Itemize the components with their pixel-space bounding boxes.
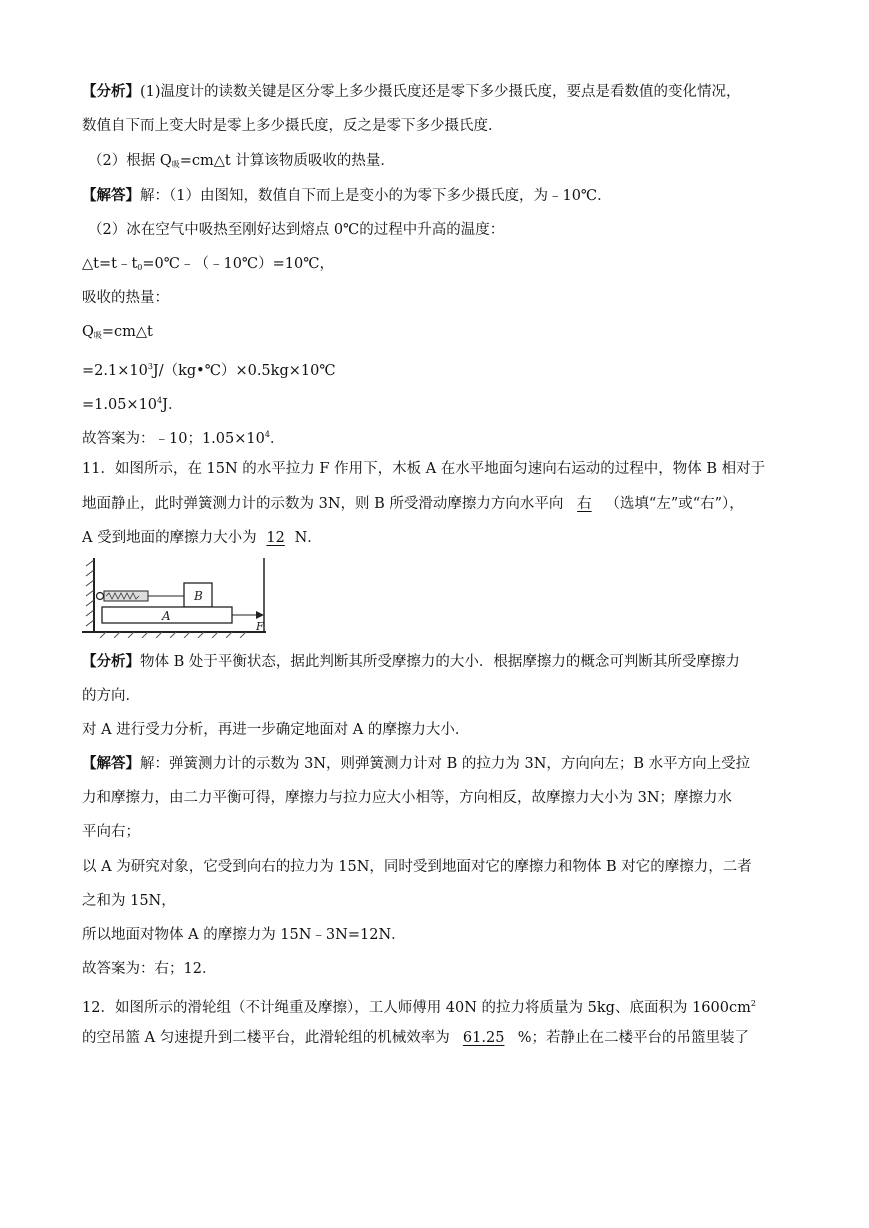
q11-solution-line-4: 以 A 为研究对象，它受到向右的拉力为 15N，同时受到地面对它的摩擦力和物体 B 对它的摩擦力，二者 (82, 859, 752, 875)
hook (97, 593, 104, 600)
q11-line-3: A 受到地面的摩擦力大小为 12 N． (82, 530, 322, 546)
spring-scale-diagram (80, 556, 268, 638)
analysis-line-3: （2）根据 $Q_吸=cm\triangle t$ 计算该物质吸收的热量． (88, 153, 395, 169)
q11-analysis-line-3: 对 A 进行受力分析，再进一步确定地面对 A 的摩擦力大小． (82, 722, 470, 738)
q11-line-1: 11．如图所示，在 15N 的水平拉力 F 作用下，木板 A 在水平地面匀速向右运动的过程中，物体 B 相对于 (82, 461, 766, 477)
q12-line-1: 12．如图所示的滑轮组（不计绳重及摩擦），工人师傅用 40N 的拉力将质量为 5kg、底面积为 $1600cm^2$ (82, 999, 756, 1016)
answer-blank-friction: 12 (266, 530, 285, 546)
solution-line-7: $=1.05\times 10^4J$． (82, 396, 183, 413)
analysis-line-2: 数值自下而上变大时是零上多少摄氏度，反之是零下多少摄氏度． (82, 118, 503, 134)
answer-blank-efficiency: 61.25 (462, 1030, 505, 1046)
q11-solution-line-2: 力和摩擦力，由二力平衡可得，摩擦力与拉力应大小相等，方向相反，故摩擦力大小为 3N；摩擦力水 (82, 790, 733, 806)
q11-solution-line-5: 之和为 15N， (82, 893, 176, 909)
q12-line-2: 的空吊篮 A 匀速提升到二楼平台，此滑轮组的机械效率为 61.25 %；若静止在二楼平台的吊篮里装了 (82, 1030, 749, 1046)
analysis-line-1: 【分析】(1)温度计的读数关键是区分零上多少摄氏度还是零下多少摄氏度，要点是看数值的变化情况， (82, 83, 741, 100)
answer-line: 故答案为：﹣10；$1.05\times 10^4$． (82, 430, 285, 447)
q11-analysis-line-1: 【分析】物体 B 处于平衡状态，据此判断其所受摩擦力的大小．根据摩擦力的概念可判断其所受摩擦力 (82, 653, 740, 670)
force-label: F (256, 620, 264, 633)
answer-blank-direction: 右 (577, 496, 592, 512)
q11-solution-line-1: 【解答】解：弹簧测力计的示数为 3N，则弹簧测力计对 B 的拉力为 3N，方向向左；B 水平方向上受拉 (82, 755, 751, 772)
solution-label: 【解答】 (82, 187, 140, 204)
analysis-label: 【分析】 (82, 83, 140, 100)
solution-line-5: $Q_吸=cm\triangle t$ (82, 324, 153, 340)
q11-answer-line: 故答案为：右；12． (82, 961, 217, 977)
force-arrowhead (256, 611, 264, 619)
q11-solution-label: 【解答】 (82, 755, 140, 772)
solution-line-2: （2）冰在空气中吸热至刚好达到熔点 0℃的过程中升高的温度： (88, 222, 505, 238)
block-b-label: B (194, 589, 203, 603)
q11-solution-line-3: 平向右； (82, 824, 140, 840)
q11-line-2: 地面静止，此时弹簧测力计的示数为 3N，则 B 所受滑动摩擦力方向水平向 右 （选填“左”或“右”）， (82, 496, 744, 512)
solution-line-1: 【解答】解：（1）由图知，数值自下而上是变小的为零下多少摄氏度，为﹣10℃． (82, 187, 612, 204)
wall-hatching (86, 560, 94, 626)
q11-solution-line-6: 所以地面对物体 A 的摩擦力为 15N﹣3N=12N． (82, 927, 406, 943)
solution-line-6: $=2.1\times 10^3J/(kg•℃)\times 0.5kg\times 10℃$ (82, 362, 336, 379)
q11-analysis-line-2: 的方向． (82, 688, 140, 704)
solution-line-3: $\triangle t=t﹣t_0=0℃﹣(﹣10℃)=10℃$， (82, 256, 334, 272)
solution-line-4: 吸收的热量： (82, 290, 169, 306)
board-a-label: A (162, 609, 171, 623)
q11-analysis-label: 【分析】 (82, 653, 140, 670)
